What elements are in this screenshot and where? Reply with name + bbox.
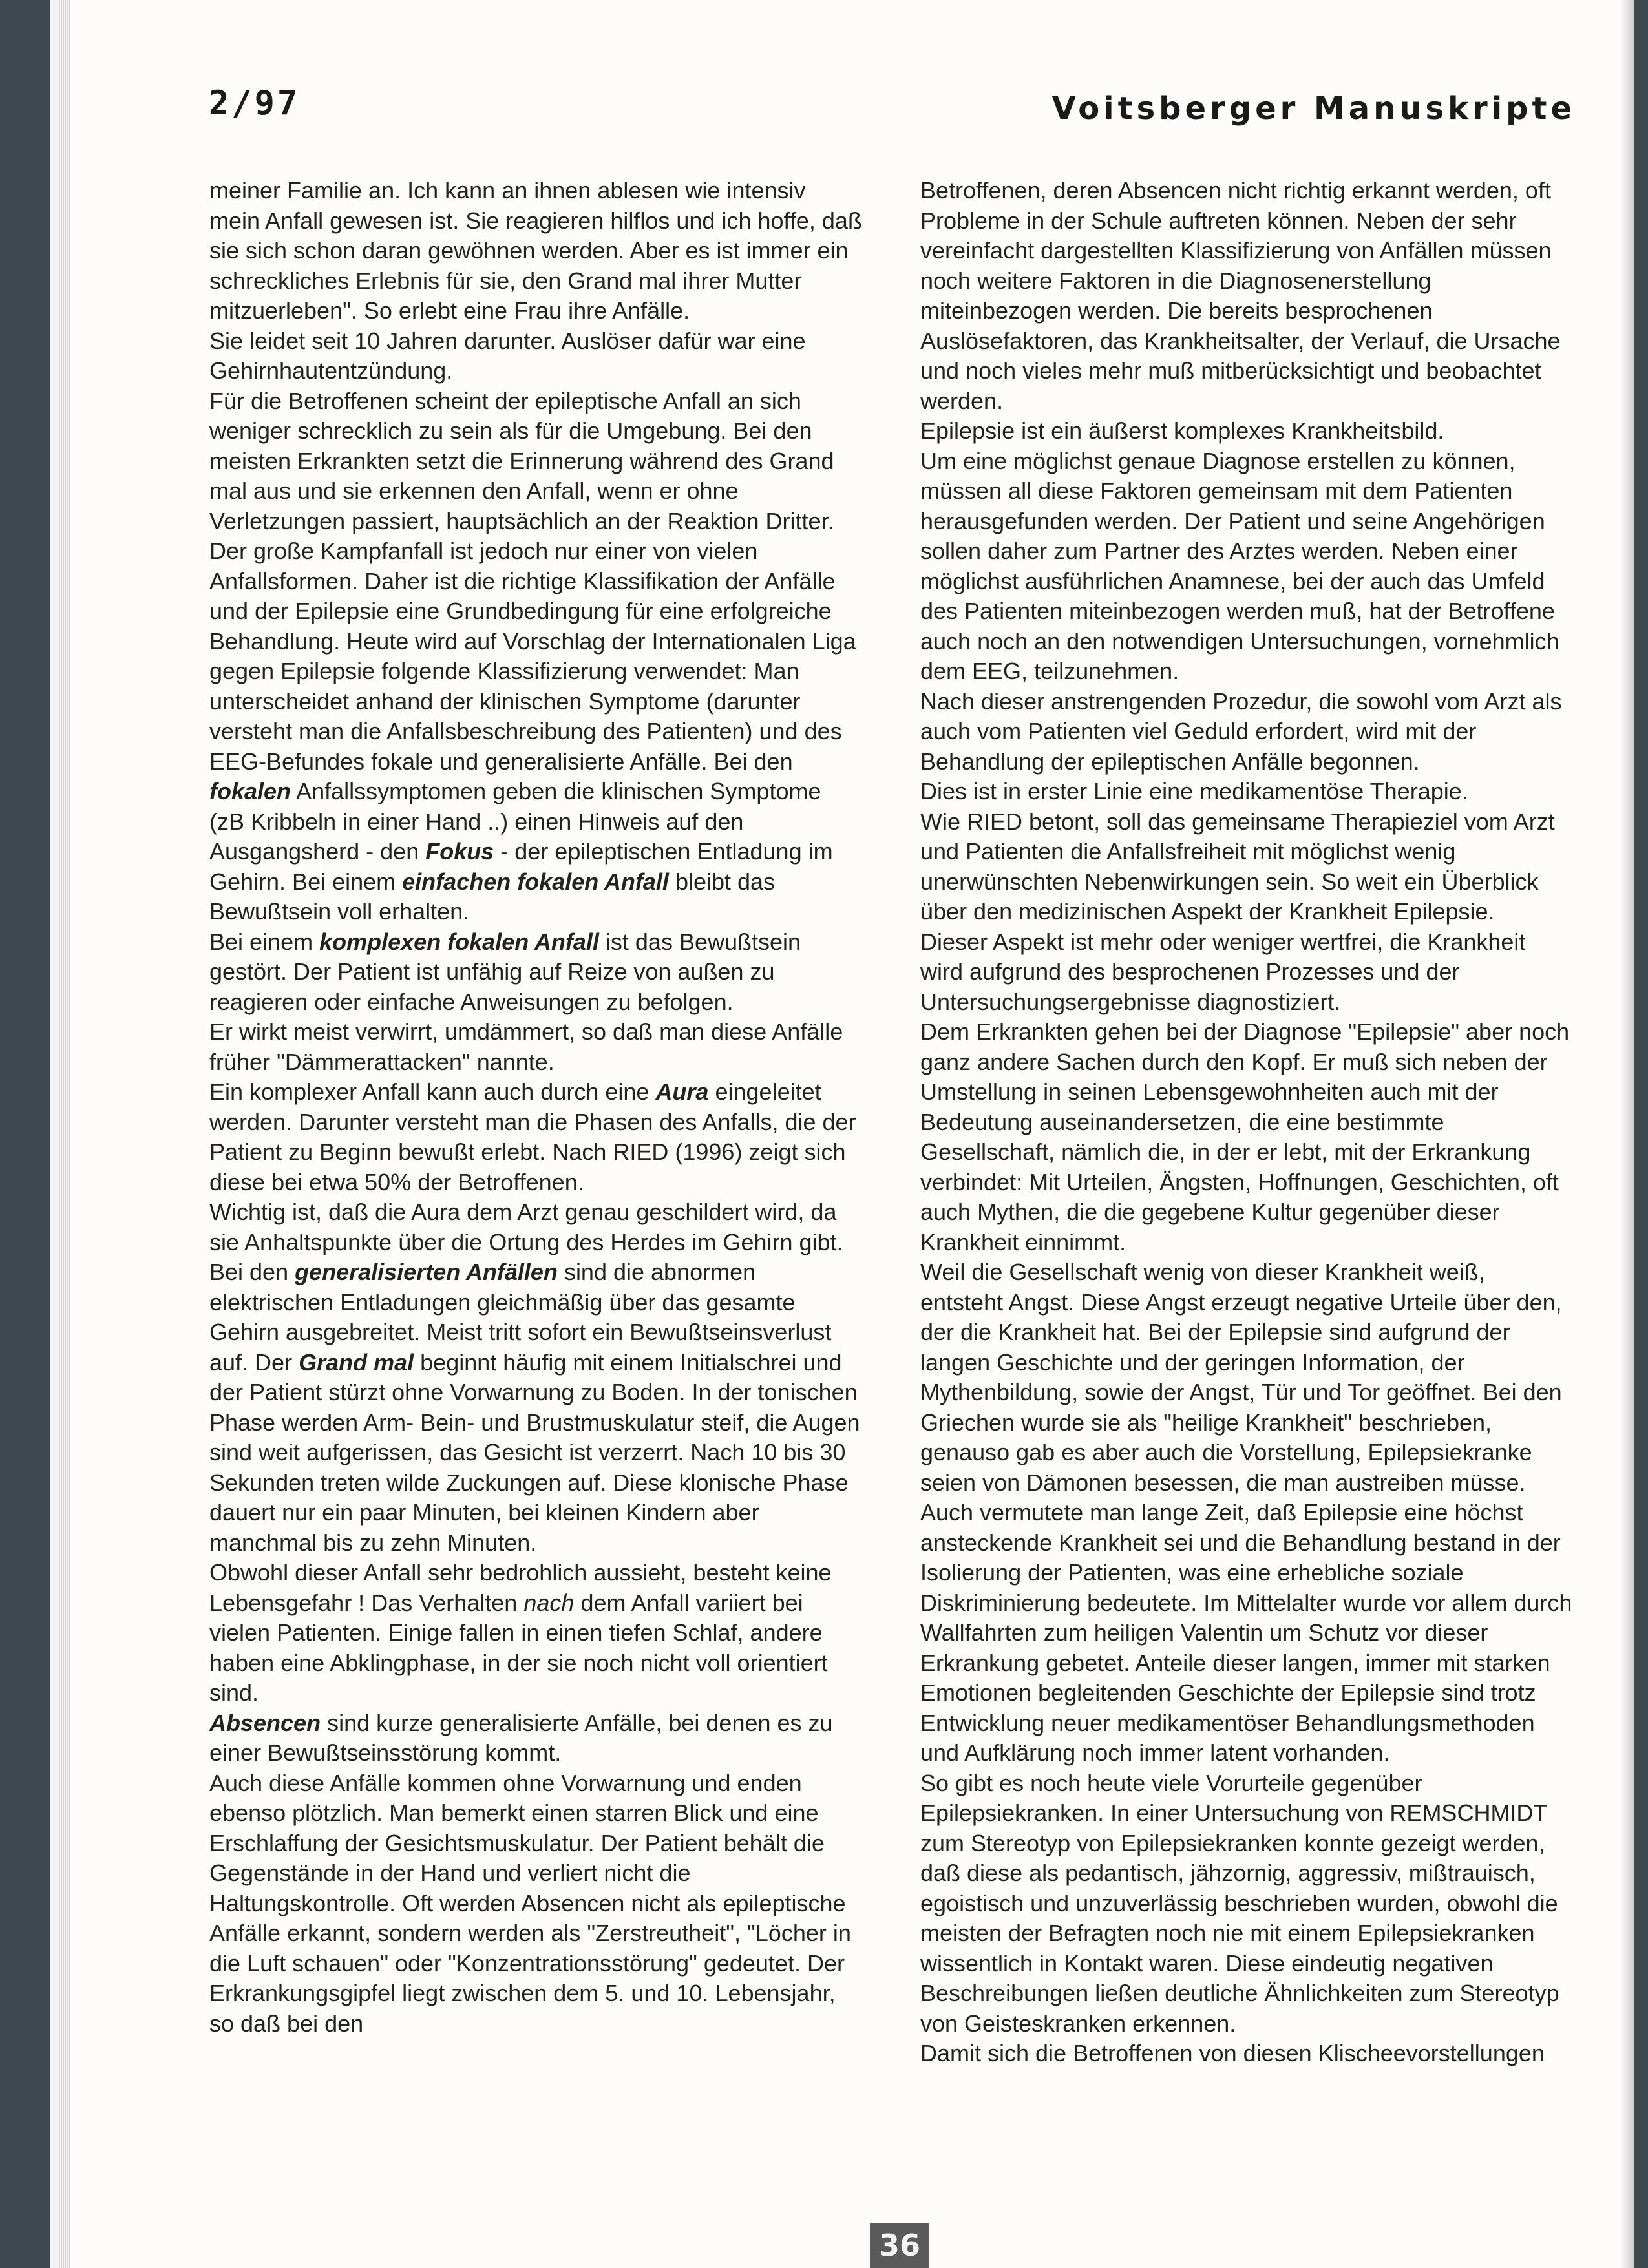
paragraph: Auch diese Anfälle kommen ohne Vorwarnung und enden ebenso plötzlich. Man bemerkt einen starren Blick und eine Erschlaffung der Gesichtsmuskulatur. Der Patient behält die Gegenstände in der Hand und verliert nicht die Haltungskontrolle. Oft werden Absencen nicht als epileptische Anfälle erkannt, sondern werden als "Zerstreutheit", "Löcher in die Luft schauen" oder "Konzentrationsstörung" gedeutet. Der Erkrankungsgipfel liegt zwischen dem 5. und 10. Lebensjahr, so daß bei den	[209, 1769, 851, 2037]
paragraph: Damit sich die Betroffenen von diesen Klischeevorstellungen	[920, 2040, 1545, 2066]
journal-title: Voitsberger Manuskripte	[1051, 90, 1576, 127]
magazine-page	[50, 0, 1634, 2268]
paragraph: Wie RIED betont, soll das gemeinsame Therapieziel vom Arzt und Patienten die Anfallsfreiheit mit möglichst wenig unerwünschten Nebenwirkungen sein. So weit ein Überblick über den medizinischen Aspekt der Krankheit Epilepsie.	[920, 808, 1555, 925]
paragraph: Obwohl dieser Anfall sehr bedrohlich aussieht, besteht keine Lebensgefahr ! Das Verhalten nach dem Anfall variiert bei vielen Patienten. Einige fallen in einen tiefen Schlaf, andere haben eine Abklingphase, in der sie noch nicht voll orientiert sind.	[209, 1559, 832, 1706]
paragraph: Epilepsie ist ein äußerst komplexes Krankheitsbild.	[920, 417, 1444, 444]
term-fokalen: fokalen	[209, 778, 291, 804]
paragraph: Bei einem komplexen fokalen Anfall ist das Bewußtsein gestört. Der Patient ist unfähig auf Reize von außen zu reagieren oder einfache Anweisungen zu befolgen.	[209, 928, 801, 1015]
paragraph: Er wirkt meist verwirrt, umdämmert, so daß man diese Anfälle früher "Dämmerattacken" nannte.	[209, 1018, 843, 1075]
issue-number: 2/97	[209, 84, 301, 123]
paragraph: Für die Betroffenen scheint der epileptische Anfall an sich weniger schrecklich zu sein als für die Umgebung. Bei den meisten Erkrankten setzt die Erinnerung während des Grand mal aus und sie erkennen den Anfall, wenn er ohne Verletzungen passiert, hauptsächlich an der Reaktion Dritter.	[209, 387, 834, 534]
paragraph: Absencen sind kurze generalisierte Anfälle, bei denen es zu einer Bewußtseinsstörung kommt.	[209, 1709, 833, 1766]
term-aura: Aura	[655, 1078, 709, 1105]
paragraph: Wichtig ist, daß die Aura dem Arzt genau geschildert wird, da sie Anhaltspunkte über die Ortung des Herdes im Gehirn gibt. Bei den generalisierten Anfällen sind die abnormen elektrischen Entladungen gleichmäßig über das gesamte Gehirn ausgebreitet. Meist tritt sofort ein Bewußtseinsverlust auf. Der Grand mal beginnt häufig mit einem Initialschrei und der Patient stürzt ohne Vorwarnung zu Boden. In der tonischen Phase werden Arm- Bein- und Brustmuskulatur steif, die Augen sind weit aufgerissen, das Gesicht ist verzerrt. Nach 10 bis 30 Sekunden treten wilde Zuckungen auf. Diese klonische Phase dauert nur ein paar Minuten, bei kleinen Kindern aber manchmal bis zu zehn Minuten.	[209, 1199, 860, 1556]
paragraph: Um eine möglichst genaue Diagnose erstellen zu können, müssen all diese Faktoren gemeinsam mit dem Patienten herausgefunden werden. Der Patient und seine Angehörigen sollen daher zum Partner des Arztes werden. Neben einer möglichst ausführlichen Anamnese, bei der auch das Umfeld des Patienten miteinbezogen werden muß, hat der Betroffene auch noch an den notwendigen Untersuchungen, vornehmlich dem EEG, teilzunehmen.	[920, 447, 1559, 684]
left-column	[209, 176, 862, 2039]
term-absencen: Absencen	[209, 1709, 321, 1736]
right-column	[920, 176, 1573, 2069]
term-generalisierten-anfaellen: generalisierten Anfällen	[295, 1259, 558, 1285]
term-fokus: Fokus	[425, 838, 494, 865]
page-edges	[50, 0, 70, 2268]
paragraph: Dieser Aspekt ist mehr oder weniger wertfrei, die Krankheit wird aufgrund des besprochenen Prozesses und der Untersuchungsergebnisse diagnostiziert.	[920, 928, 1526, 1015]
paragraph: Auch vermutete man lange Zeit, daß Epilepsie eine höchst ansteckende Krankheit sei und die Behandlung bestand in der Isolierung der Patienten, was eine erhebliche soziale Diskriminierung bedeutete. Im Mittelalter wurde vor allem durch Wallfahrten zum heiligen Valentin um Schutz vor dieser Erkrankung gebetet. Anteile dieser langen, immer mit starken Emotionen begleitenden Geschichte der Epilepsie sind trotz Entwicklung neuer medikamentöser Behandlungsmethoden und Aufklärung noch immer latent vorhanden.	[920, 1499, 1572, 1766]
paragraph: meiner Familie an. Ich kann an ihnen ablesen wie intensiv mein Anfall gewesen ist. Sie reagieren hilflos und ich hoffe, daß sie sich schon daran gewöhnen werden. Aber es ist immer ein schreckliches Erlebnis für sie, den Grand mal ihrer Mutter mitzuerleben". So erlebt eine Frau ihre Anfälle.	[209, 177, 862, 324]
page-fold-shadow	[1620, 0, 1634, 2268]
paragraph: Dem Erkrankten gehen bei der Diagnose "Epilepsie" aber noch ganz andere Sachen durch den Kopf. Er muß sich neben der Umstellung in seinen Lebensgewohnheiten auch mit der Bedeutung auseinandersetzen, die eine bestimmte Gesellschaft, nämlich die, in der er lebt, mit der Erkrankung verbindet: Mit Urteilen, Ängsten, Hoffnungen, Geschichten, oft auch Mythen, die die gegebene Kultur gegenüber dieser Krankheit einnimmt.	[920, 1018, 1570, 1255]
paragraph: Betroffenen, deren Absencen nicht richtig erkannt werden, oft Probleme in der Schule auftreten können. Neben der sehr vereinfacht dargestellten Klassifizierung von Anfällen müssen noch weitere Faktoren in die Diagnosenerstellung miteinbezogen werden. Die bereits besprochenen Auslösefaktoren, das Krankheitsalter, der Verlauf, die Ursache und noch vieles mehr muß mitberücksichtigt und beobachtet werden.	[920, 177, 1561, 414]
paragraph: Dies ist in erster Linie eine medikamentöse Therapie.	[920, 778, 1468, 804]
emphasis-nach: nach	[523, 1589, 575, 1616]
paragraph: Weil die Gesellschaft wenig von dieser Krankheit weiß, entsteht Angst. Diese Angst erzeugt negative Urteile über den, der die Krankheit hat. Bei der Epilepsie sind aufgrund der langen Geschichte und der geringen Information, der Mythenbildung, sowie der Angst, Tür und Tor geöffnet. Bei den Griechen wurde sie als "heilige Krankheit" beschrieben, genauso gab es aber auch die Vorstellung, Epilepsiekranke seien von Dämonen besessen, die man austreiben müsse.	[920, 1259, 1562, 1496]
paragraph: Der große Kampfanfall ist jedoch nur einer von vielen Anfallsformen. Daher ist die richtige Klassifikation der Anfälle und der Epilepsie eine Grundbedingung für eine erfolgreiche Behandlung. Heute wird auf Vorschlag der Internationalen Liga gegen Epilepsie folgende Klassifizierung verwendet: Man unterscheidet anhand der klinischen Symptome (darunter versteht man die Anfallsbeschreibung des Patienten) und des EEG-Befundes fokale und generalisierte Anfälle. Bei den fokalen Anfallssymptomen geben die klinischen Symptome (zB Kribbeln in einer Hand ..) einen Hinweis auf den Ausgangsherd - den Fokus - der epileptischen Entladung im Gehirn. Bei einem einfachen fokalen Anfall bleibt das Bewußtsein voll erhalten.	[209, 538, 856, 925]
paragraph: Sie leidet seit 10 Jahren darunter. Auslöser dafür war eine Gehirnhautentzündung.	[209, 327, 806, 384]
page-number: 36	[870, 2223, 929, 2268]
term-einfachen-fokalen-anfall: einfachen fokalen Anfall	[402, 868, 669, 895]
paragraph: Nach dieser anstrengenden Prozedur, die sowohl vom Arzt als auch vom Patienten viel Geduld erfordert, wird mit der Behandlung der epileptischen Anfälle begonnen.	[920, 688, 1562, 775]
paragraph: So gibt es noch heute viele Vorurteile gegenüber Epilepsiekranken. In einer Untersuchung von REMSCHMIDT zum Stereotyp von Epilepsiekranken konnte gezeigt werden, daß diese als pedantisch, jähzornig, aggressiv, mißtrauisch, egoistisch und unzuverlässig beschrieben wurden, obwohl die meisten der Befragten noch nie mit einem Epilepsiekranken wissentlich in Kontakt waren. Diese eindeutig negativen Beschreibungen ließen deutliche Ähnlichkeiten zum Stereotyp von Geisteskranken erkennen.	[920, 1769, 1559, 2037]
term-komplexen-fokalen-anfall: komplexen fokalen Anfall	[319, 928, 599, 955]
paragraph: Ein komplexer Anfall kann auch durch eine Aura eingeleitet werden. Darunter versteht man die Phasen des Anfalls, die der Patient zu Beginn bewußt erlebt. Nach RIED (1996) zeigt sich diese bei etwa 50% der Betroffenen.	[209, 1078, 856, 1195]
term-grand-mal: Grand mal	[299, 1349, 414, 1376]
